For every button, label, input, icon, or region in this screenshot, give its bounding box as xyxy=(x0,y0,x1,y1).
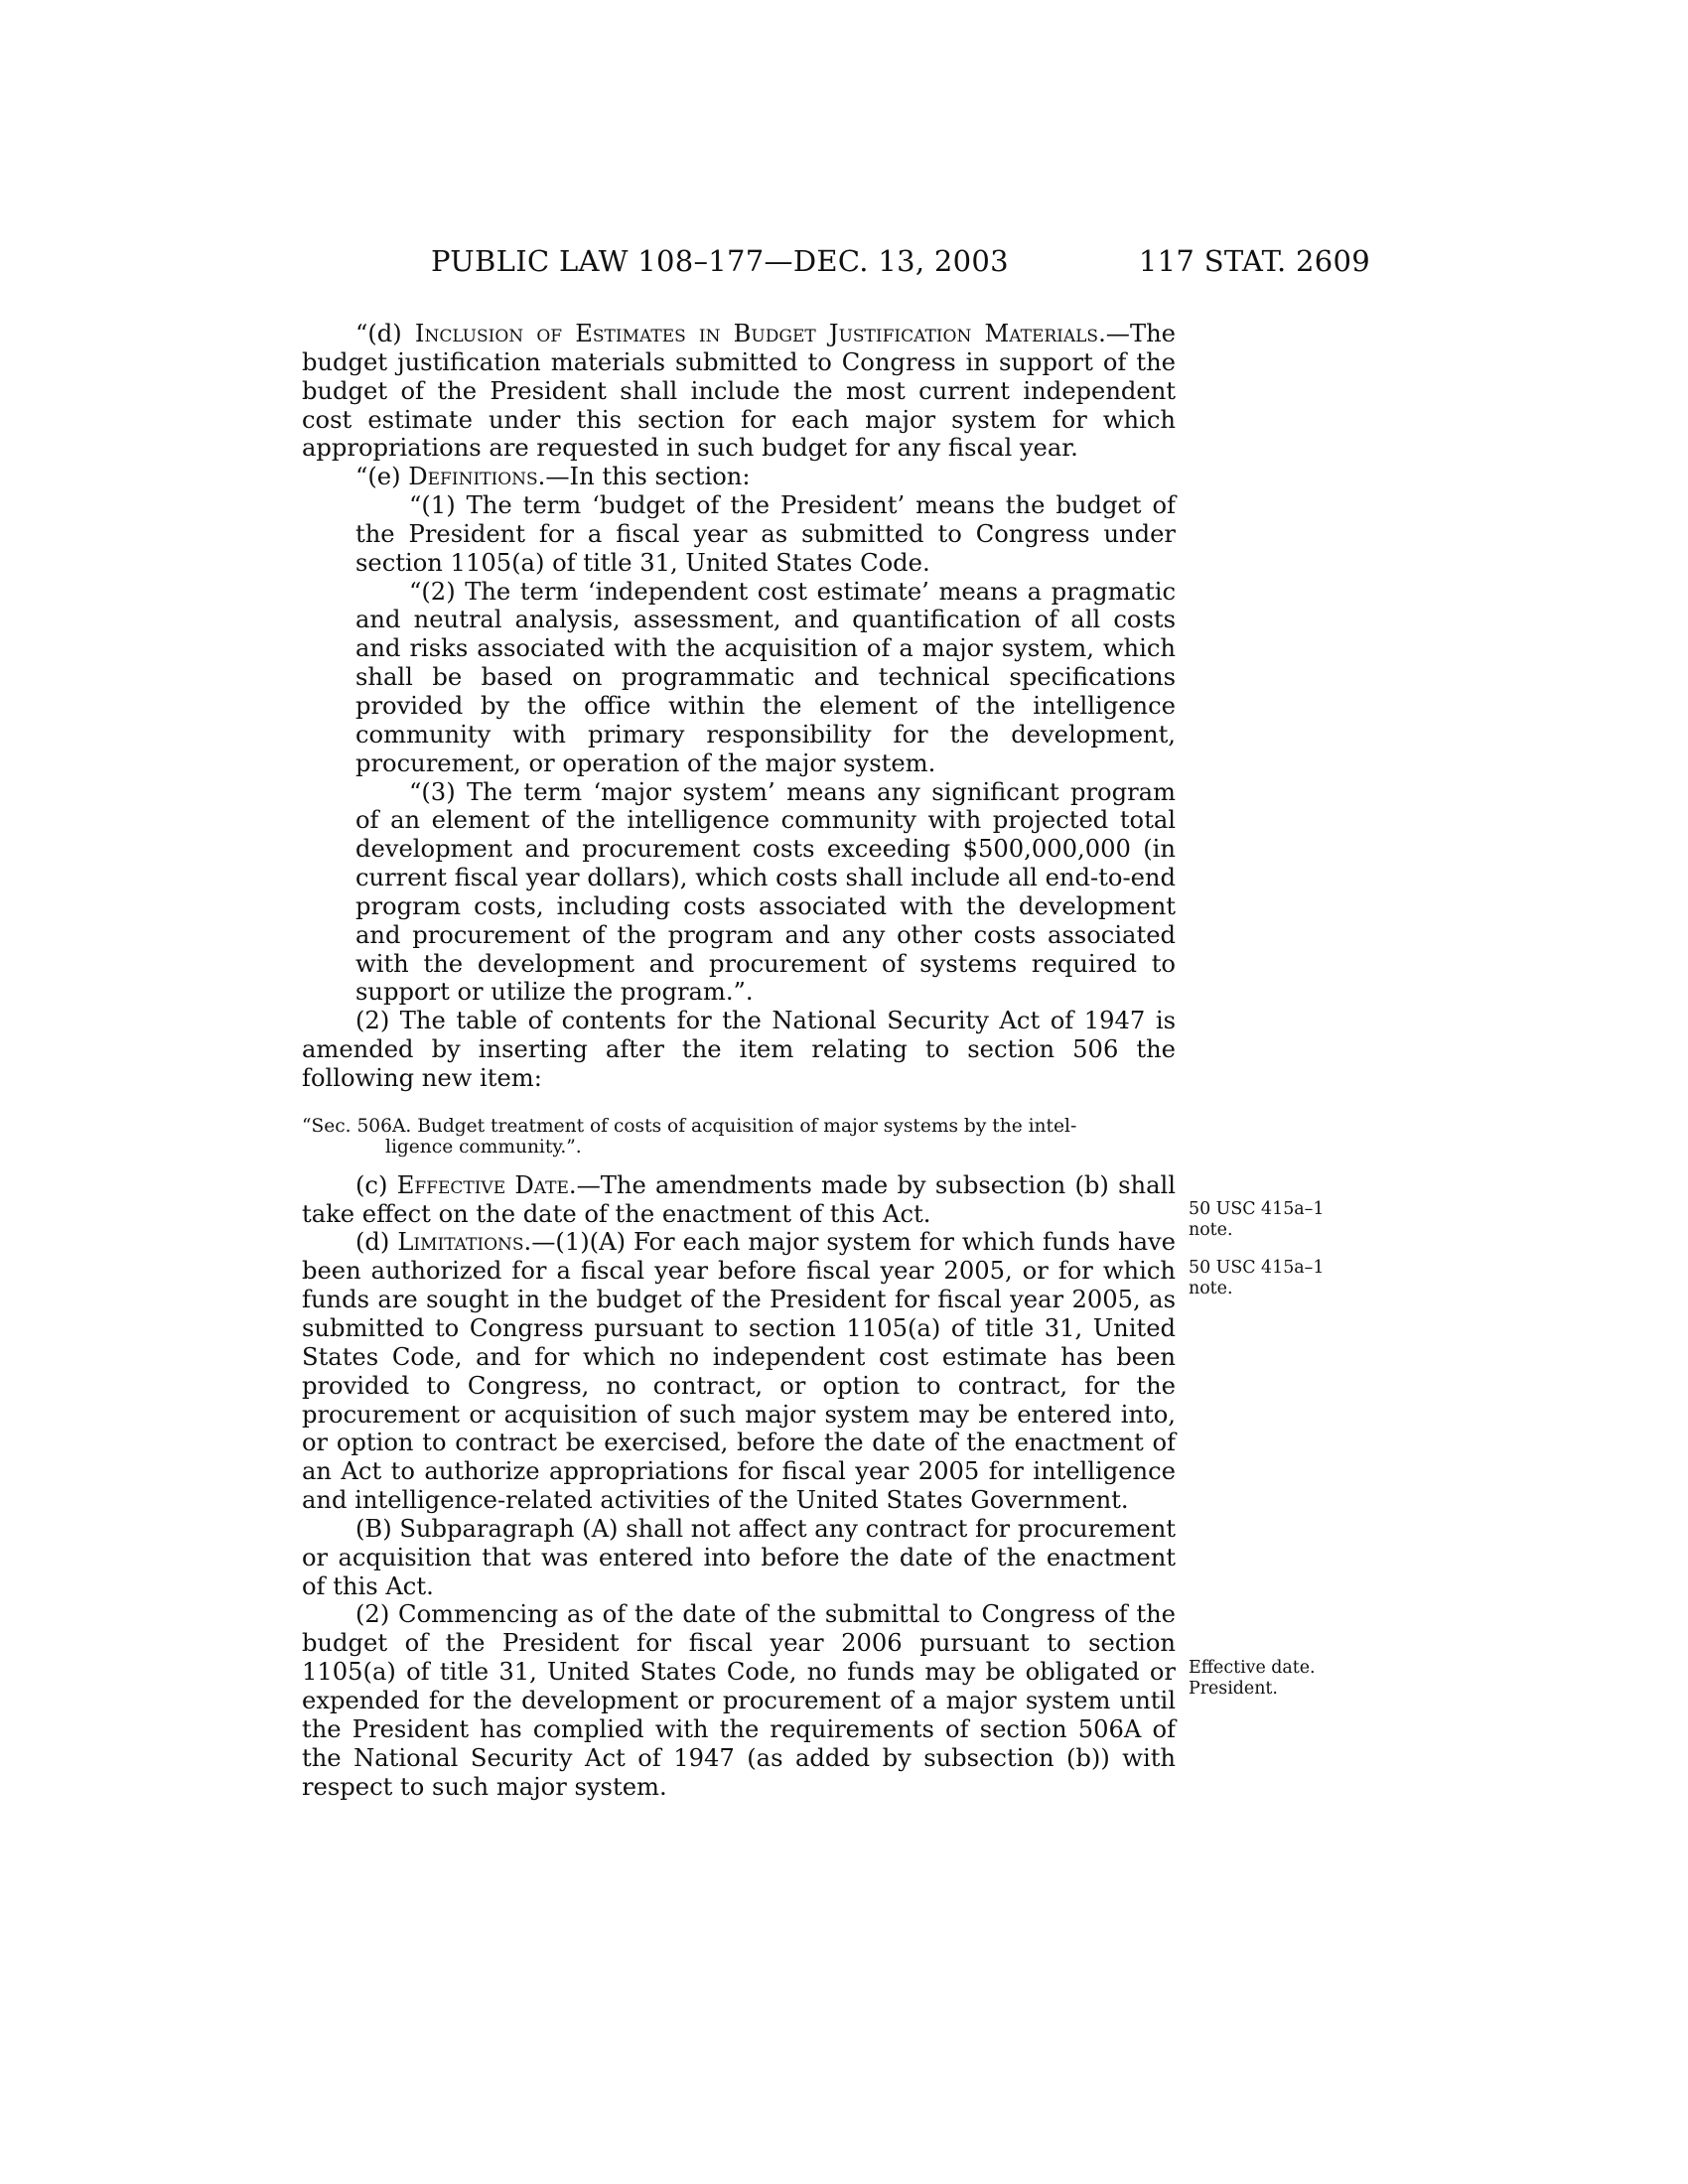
running-title: PUBLIC LAW 108–177—DEC. 13, 2003 xyxy=(431,244,1009,278)
heading-limitations: Limitations. xyxy=(397,1228,532,1257)
paragraph-d-limitations: (d) Limitations.—(1)(A) For each major system for which funds have been authorized for a fiscal year before fiscal year 2005, or for which funds are sought in the budget of the President for fiscal year 2005, as submitted to Congress pursuant to section 1105(a) of title 31, United States Code, and for which no independent cost estimate has been provided to Congress, no contract, or option to contract, for the procurement or acquisition of such major system may be entered into, or option to contract be exercised, before the date of the enactment of an Act to authorize appropriations for fiscal year 2005 for intelligence and intelligence-related activities of the United States Government. xyxy=(302,1228,1176,1515)
definition-budget-of-president: “(1) The term ‘budget of the President’ means the budget of the President for a fiscal year as submitted to Congress under section 1105(a) of title 31, United States Code. xyxy=(355,491,1176,577)
definition-major-system: “(3) The term ‘major system’ means any significant program of an element of the intelligence community with projected total development and procurement costs exceeding $500,000,000 (in current fiscal year dollars), which costs shall include all end-to-end program costs, including costs associated with the development and procurement of the program and any other costs associated with the development and procurement of systems required to support or utilize the program.”. xyxy=(355,777,1176,1007)
statute-body xyxy=(302,320,1176,1801)
paragraph-limitations-2: (2) Commencing as of the date of the submittal to Congress of the budget of the President for fiscal year 2006 pursuant to section 1105(a) of title 31, United States Code, no funds may be obligated or expended for the development or procurement of a major system until the President has complied with the requirements of section 506A of the National Security Act of 1947 (as added by subsection (b)) with respect to such major system. xyxy=(302,1600,1176,1801)
heading-inclusion-of-estimates: Inclusion of Estimates in Budget Justification Materials. xyxy=(414,320,1106,347)
margin-note-usc-2: 50 USC 415a–1 note. xyxy=(1189,1258,1325,1298)
page-header xyxy=(302,244,1370,284)
paragraph-e-definitions: “(e) Definitions.—In this section: xyxy=(355,463,751,491)
paragraph-limitations-b: (B) Subparagraph (A) shall not affect any contract for procurement or acquisition that was entered into before the date of the enactment of this Act. xyxy=(302,1514,1176,1600)
toc-item-sec-506a: “Sec. 506A. Budget treatment of costs of acquisition of major systems by the intel- ligence community.”. xyxy=(302,1115,1077,1158)
paragraph-table-of-contents-amendment: (2) The table of contents for the National Security Act of 1947 is amended by inserting after the item relating to section 506 the following new item: xyxy=(302,1007,1176,1092)
paragraph-d-budget-justification: “(d) Inclusion of Estimates in Budget Justification Materials.—The budget justification materials submitted to Congress in support of the budget of the President shall include the most current independent cost estimate under this section for each major system for which appropriations are requested in such budget for any fiscal year. xyxy=(302,320,1176,463)
margin-note-usc-1: 50 USC 415a–1 note. xyxy=(1189,1199,1325,1240)
paragraph-c-effective-date: (c) Effective Date.—The amendments made by subsection (b) shall take effect on the date of the enactment of this Act. xyxy=(302,1170,1176,1228)
heading-effective-date: Effective Date. xyxy=(396,1170,577,1199)
heading-definitions: Definitions. xyxy=(408,463,546,491)
definition-independent-cost-estimate: “(2) The term ‘independent cost estimate’ means a pragmatic and neutral analysis, assessment, and quantification of all costs and risks associated with the acquisition of a major system, which shall be based on programmatic and technical specifications provided by the office within the element of the intelligence community with primary responsibility for the development, procurement, or operation of the major system. xyxy=(355,577,1176,777)
margin-note-effective-date: Effective date. President. xyxy=(1189,1658,1316,1699)
statute-page-number: 117 STAT. 2609 xyxy=(1138,244,1370,278)
